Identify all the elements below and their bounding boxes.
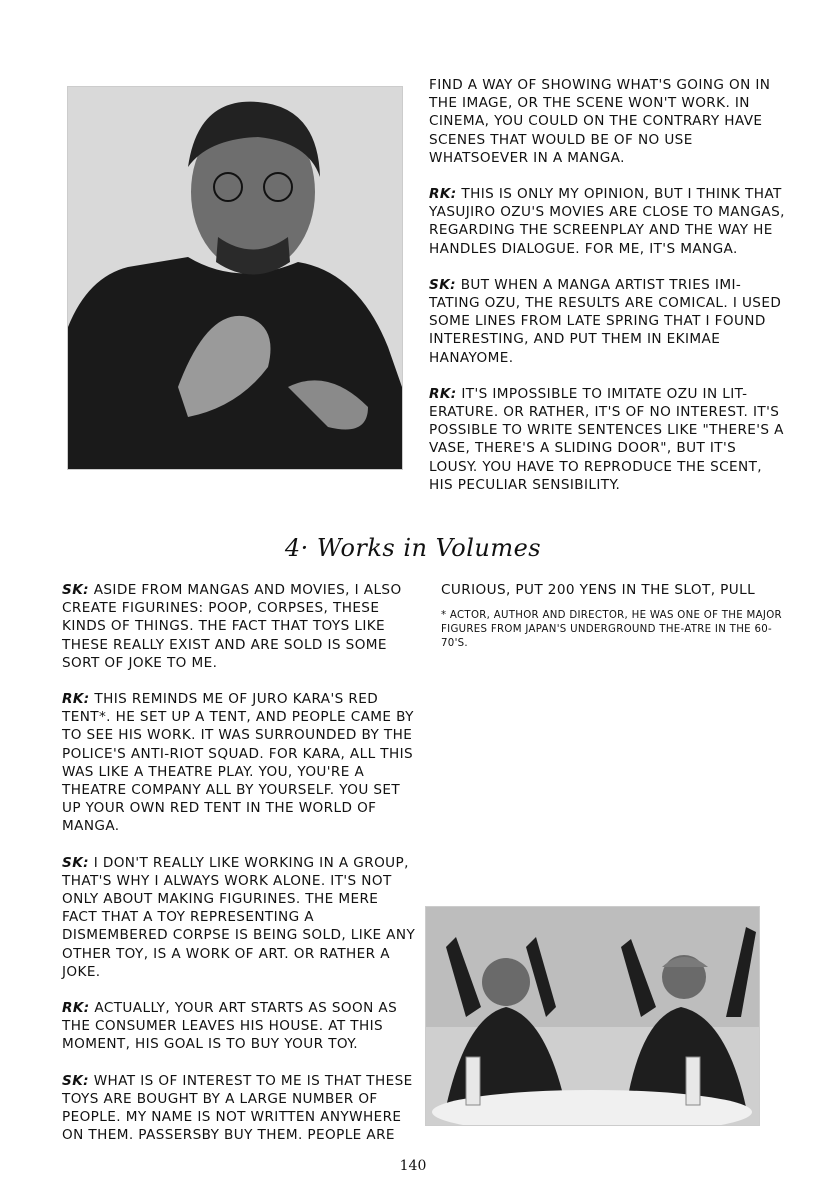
paragraph: RK: IT'S IMPOSSIBLE TO IMITATE OZU IN LIT-ERATURE. OR RATHER, IT'S OF NO INTEREST. IT'S POSSIBLE TO WRITE SENTENCES LIKE "THERE'S A VASE, THERE'S A SLIDING DOOR", BUT IT'S LOUSY. YOU HAVE TO REPRODUCE THE SCENT, HIS PECULIAR SENSIBILITY. — [429, 385, 784, 493]
paragraph: SK: WHAT IS OF INTEREST TO ME IS THAT THESE TOYS ARE BOUGHT BY A LARGE NUMBER OF PEOPLE. MY NAME IS NOT WRITTEN ANYWHERE ON THEM. PASSERSBY BUY THEM. PEOPLE ARE — [62, 1072, 413, 1144]
celebration-photo — [425, 906, 760, 1126]
paragraph: SK: ASIDE FROM MANGAS AND MOVIES, I ALSO CREATE FIGURINES: POOP, CORPSES, THESE KINDS OF THINGS. THE FACT THAT TOYS LIKE THESE REALLY EXIST AND ARE SOLD IS SOME SORT OF JOKE TO ME. — [62, 582, 402, 671]
portrait-photo — [67, 86, 403, 470]
celebration-illustration — [426, 907, 759, 1125]
paragraph: RK: THIS REMINDS ME OF JURO KARA'S RED TENT*. HE SET UP A TENT, AND PEOPLE CAME BY TO SEE HIS WORK. IT WAS SURROUNDED BY THE POLICE'S ANTI-RIOT SQUAD. FOR KARA, ALL THIS WAS LIKE A THEATRE PLAY. YOU, YOU'RE A THEATRE COMPANY ALL BY YOURSELF. YOU SET UP YOUR OWN RED TENT IN THE WORLD OF MANGA. — [62, 691, 414, 835]
portrait-illustration — [68, 87, 402, 469]
paragraph: CURIOUS, PUT 200 YENS IN THE SLOT, PULL — [441, 582, 756, 598]
footnote: * ACTOR, AUTHOR AND DIRECTOR, HE WAS ONE OF THE MAJOR FIGURES FROM JAPAN'S UNDERGROUND THE-ATRE IN THE 60-70'S. — [441, 610, 782, 650]
paragraph: SK: BUT WHEN A MANGA ARTIST TRIES IMI-TATING OZU, THE RESULTS ARE COMICAL. I USED SOME LINES FROM LATE SPRING THAT I FOUND INTERESTING, AND PUT THEM IN EKIMAE HANAYOME. — [429, 276, 782, 366]
top-right-column — [429, 76, 789, 512]
paragraph: RK: THIS IS ONLY MY OPINION, BUT I THINK THAT YASUJIRO OZU'S MOVIES ARE CLOSE TO MANGAS, REGARDING THE SCREENPLAY AND THE WAY HE HANDLES DIALOGUE. FOR ME, IT'S MANGA. — [429, 186, 785, 257]
right-column — [441, 581, 786, 651]
paragraph: RK: ACTUALLY, YOUR ART STARTS AS SOON AS THE CONSUMER LEAVES HIS HOUSE. AT THIS MOMENT, HIS GOAL IS TO BUY YOUR TOY. — [62, 1000, 398, 1053]
paragraph: SK: I DON'T REALLY LIKE WORKING IN A GROUP, THAT'S WHY I ALWAYS WORK ALONE. IT'S NOT ONLY ABOUT MAKING FIGURINES. THE MERE FACT THAT A TOY REPRESENTING A DISMEMBERED CORPSE IS BEING SOLD, LIKE ANY OTHER TOY, IS A WORK OF ART. OR RATHER A JOKE. — [62, 854, 416, 980]
left-column — [62, 581, 417, 1162]
section-title: 4· Works in Volumes — [284, 534, 542, 562]
paragraph: FIND A WAY OF SHOWING WHAT'S GOING ON IN THE IMAGE, OR THE SCENE WON'T WORK. IN CINEMA, YOU COULD ON THE CONTRARY HAVE SCENES THAT WOULD BE OF NO USE WHATSOEVER IN A MANGA. — [429, 77, 771, 166]
page-number: 140 — [399, 1158, 427, 1174]
